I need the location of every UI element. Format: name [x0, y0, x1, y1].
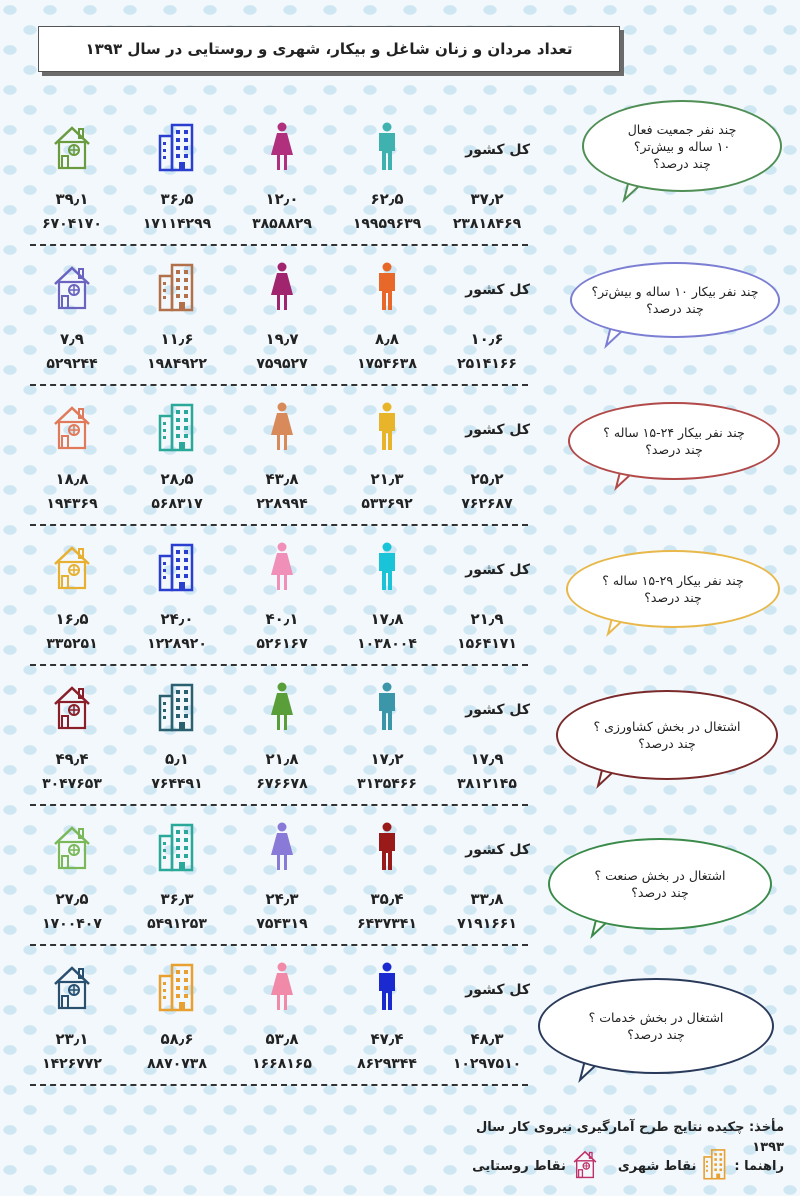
cell-total — [445, 682, 529, 804]
cell-total — [445, 962, 529, 1084]
women-count: ۳۸۵۸۸۲۹ — [252, 216, 312, 232]
urban-percent: ۵٫۱ — [165, 750, 189, 768]
rural-count: ۳۳۵۲۵۱ — [46, 636, 98, 652]
building-icon — [157, 542, 197, 592]
total-percent: ۱۷٫۹ — [470, 750, 504, 768]
men-count: ۱۰۳۸۰۰۴ — [357, 636, 417, 652]
women-percent: ۲۴٫۳ — [265, 890, 299, 908]
cell-men — [345, 262, 429, 384]
question-bubble-5 — [556, 690, 778, 780]
cell-women — [240, 262, 324, 384]
row-divider — [30, 804, 528, 806]
question-text: اشتغال در بخش خدمات ؟ چند درصد؟ — [588, 1010, 724, 1042]
urban-percent: ۲۴٫۰ — [160, 610, 194, 628]
men-percent: ۱۷٫۲ — [370, 750, 404, 768]
row-label: کل کشور — [465, 842, 530, 858]
question-bubble-6 — [548, 838, 772, 930]
house-icon — [52, 262, 92, 312]
cell-women — [240, 122, 324, 244]
men-percent: ۳۵٫۴ — [370, 890, 404, 908]
rural-percent: ۱۸٫۸ — [55, 470, 89, 488]
men-percent: ۶۲٫۵ — [370, 190, 404, 208]
row-label: کل کشور — [465, 562, 530, 578]
urban-percent: ۱۱٫۶ — [160, 330, 194, 348]
men-count: ۱۹۹۵۹۶۳۹ — [352, 216, 422, 232]
total-count: ۲۵۱۴۱۶۶ — [457, 356, 517, 372]
rural-percent: ۴۹٫۴ — [55, 750, 89, 768]
cell-urban — [135, 402, 219, 524]
row-label: کل کشور — [465, 982, 530, 998]
row-4 — [30, 542, 530, 672]
women-count: ۵۲۶۱۶۷ — [256, 636, 308, 652]
row-7 — [30, 962, 530, 1092]
cell-women — [240, 542, 324, 664]
man-icon — [367, 402, 407, 452]
rural-count: ۶۷۰۴۱۷۰ — [42, 216, 102, 232]
cell-rural — [30, 822, 114, 944]
rural-percent: ۲۷٫۵ — [55, 890, 89, 908]
cell-women — [240, 822, 324, 944]
legend-rural-icon — [572, 1148, 598, 1184]
house-icon — [52, 542, 92, 592]
question-text: اشتغال در بخش کشاورزی ؟ چند درصد؟ — [593, 719, 741, 751]
question-bubble-3 — [568, 402, 780, 480]
cell-men — [345, 122, 429, 244]
total-percent: ۱۰٫۶ — [470, 330, 504, 348]
urban-percent: ۵۸٫۶ — [160, 1030, 194, 1048]
house-icon — [52, 402, 92, 452]
cell-urban — [135, 122, 219, 244]
cell-rural — [30, 122, 114, 244]
urban-percent: ۳۶٫۵ — [160, 190, 194, 208]
women-percent: ۵۳٫۸ — [265, 1030, 299, 1048]
cell-rural — [30, 962, 114, 1084]
urban-count: ۱۷۱۱۴۲۹۹ — [142, 216, 212, 232]
total-count: ۲۳۸۱۸۴۶۹ — [452, 216, 522, 232]
cell-rural — [30, 262, 114, 384]
rural-percent: ۳۹٫۱ — [55, 190, 89, 208]
question-text: چند نفر بیکار ۲۹-۱۵ ساله ؟ چند درصد؟ — [602, 573, 744, 605]
row-1 — [30, 122, 530, 252]
women-percent: ۴۳٫۸ — [265, 470, 299, 488]
men-count: ۸۶۲۹۳۴۴ — [357, 1056, 417, 1072]
cell-total — [445, 542, 529, 664]
cell-rural — [30, 402, 114, 524]
urban-count: ۸۸۷۰۷۳۸ — [147, 1056, 207, 1072]
legend-urban-icon — [702, 1148, 728, 1184]
legend-rural-label: نقاط روستایی — [472, 1158, 566, 1174]
total-count: ۱۵۶۴۱۷۱ — [457, 636, 517, 652]
rural-percent: ۲۳٫۱ — [55, 1030, 89, 1048]
house-icon — [52, 122, 92, 172]
cell-urban — [135, 962, 219, 1084]
cell-men — [345, 682, 429, 804]
cell-men — [345, 822, 429, 944]
men-count: ۶۴۳۷۳۴۱ — [357, 916, 417, 932]
question-text: چند نفر جمعیت فعال ۱۰ ساله و بیش‌تر؟ چند درصد؟ — [627, 121, 737, 171]
building-icon — [157, 262, 197, 312]
total-count: ۱۰۲۹۷۵۱۰ — [452, 1056, 522, 1072]
row-divider — [30, 664, 528, 666]
rural-count: ۱۹۴۳۶۹ — [46, 496, 98, 512]
man-icon — [367, 542, 407, 592]
row-label: کل کشور — [465, 282, 530, 298]
source-note: مأخذ: چکیده نتایج طرح آمارگیری نیروی کار سال ۱۳۹۳ — [475, 1120, 784, 1155]
row-divider — [30, 384, 528, 386]
rural-count: ۱۷۰۰۴۰۷ — [42, 916, 102, 932]
women-count: ۲۲۸۹۹۴ — [256, 496, 308, 512]
question-bubble-4 — [566, 550, 780, 628]
cell-urban — [135, 682, 219, 804]
cell-women — [240, 402, 324, 524]
row-3 — [30, 402, 530, 532]
cell-total — [445, 122, 529, 244]
total-count: ۷۶۲۶۸۷ — [461, 496, 513, 512]
page-title: تعداد مردان و زنان شاغل و بیکار، شهری و روستایی در سال ۱۳۹۳ — [38, 26, 620, 72]
question-text: اشتغال در بخش صنعت ؟ چند درصد؟ — [594, 868, 726, 900]
building-icon — [157, 962, 197, 1012]
women-count: ۷۵۹۵۲۷ — [256, 356, 308, 372]
cell-total — [445, 402, 529, 524]
woman-icon — [262, 682, 302, 732]
row-6 — [30, 822, 530, 952]
cell-women — [240, 682, 324, 804]
men-percent: ۲۱٫۳ — [370, 470, 404, 488]
man-icon — [367, 682, 407, 732]
row-divider — [30, 944, 528, 946]
house-icon — [52, 962, 92, 1012]
woman-icon — [262, 402, 302, 452]
legend-urban-label: نقاط شهری — [617, 1158, 697, 1174]
man-icon — [367, 822, 407, 872]
cell-men — [345, 542, 429, 664]
row-5 — [30, 682, 530, 812]
cell-women — [240, 962, 324, 1084]
women-count: ۶۷۶۶۷۸ — [256, 776, 308, 792]
row-divider — [30, 524, 528, 526]
urban-count: ۵۴۹۱۲۵۳ — [147, 916, 207, 932]
woman-icon — [262, 122, 302, 172]
man-icon — [367, 962, 407, 1012]
row-divider — [30, 244, 528, 246]
men-percent: ۴۷٫۴ — [370, 1030, 404, 1048]
house-icon — [52, 682, 92, 732]
rural-percent: ۷٫۹ — [60, 330, 84, 348]
building-icon — [157, 402, 197, 452]
question-text: چند نفر بیکار ۱۰ ساله و بیش‌تر؟ چند درصد؟ — [591, 284, 759, 316]
rural-count: ۱۴۲۶۷۷۲ — [42, 1056, 102, 1072]
total-percent: ۲۱٫۹ — [470, 610, 504, 628]
urban-count: ۵۶۸۳۱۷ — [151, 496, 203, 512]
question-bubble-2 — [570, 262, 780, 338]
cell-total — [445, 822, 529, 944]
rural-count: ۳۰۴۷۶۵۳ — [42, 776, 102, 792]
legend — [472, 1148, 784, 1184]
cell-men — [345, 402, 429, 524]
woman-icon — [262, 542, 302, 592]
urban-percent: ۲۸٫۵ — [160, 470, 194, 488]
building-icon — [157, 822, 197, 872]
woman-icon — [262, 962, 302, 1012]
women-count: ۱۶۶۸۱۶۵ — [252, 1056, 312, 1072]
total-percent: ۳۳٫۸ — [470, 890, 504, 908]
cell-urban — [135, 542, 219, 664]
legend-title: راهنما : — [734, 1158, 784, 1174]
row-label: کل کشور — [465, 422, 530, 438]
woman-icon — [262, 262, 302, 312]
row-label: کل کشور — [465, 142, 530, 158]
cell-urban — [135, 262, 219, 384]
row-divider — [30, 1084, 528, 1086]
row-label: کل کشور — [465, 702, 530, 718]
urban-percent: ۳۶٫۳ — [160, 890, 194, 908]
house-icon — [52, 822, 92, 872]
cell-total — [445, 262, 529, 384]
question-text: چند نفر بیکار ۲۴-۱۵ ساله ؟ چند درصد؟ — [603, 425, 745, 457]
question-bubble-7 — [538, 978, 774, 1074]
men-percent: ۱۷٫۸ — [370, 610, 404, 628]
women-count: ۷۵۴۳۱۹ — [256, 916, 308, 932]
total-percent: ۲۵٫۲ — [470, 470, 504, 488]
total-count: ۷۱۹۱۶۶۱ — [457, 916, 517, 932]
cell-rural — [30, 542, 114, 664]
men-percent: ۸٫۸ — [375, 330, 399, 348]
men-count: ۱۷۵۴۶۳۸ — [357, 356, 417, 372]
women-percent: ۲۱٫۸ — [265, 750, 299, 768]
man-icon — [367, 262, 407, 312]
question-bubble-1 — [582, 100, 782, 192]
men-count: ۳۱۳۵۴۶۶ — [357, 776, 417, 792]
men-count: ۵۳۳۶۹۲ — [361, 496, 413, 512]
urban-count: ۷۶۴۴۹۱ — [151, 776, 203, 792]
man-icon — [367, 122, 407, 172]
building-icon — [157, 682, 197, 732]
women-percent: ۴۰٫۱ — [265, 610, 299, 628]
total-count: ۳۸۱۲۱۴۵ — [457, 776, 517, 792]
total-percent: ۴۸٫۳ — [470, 1030, 504, 1048]
woman-icon — [262, 822, 302, 872]
urban-count: ۱۲۲۸۹۲۰ — [147, 636, 207, 652]
urban-count: ۱۹۸۴۹۲۲ — [147, 356, 207, 372]
rural-count: ۵۲۹۲۴۴ — [46, 356, 98, 372]
cell-urban — [135, 822, 219, 944]
cell-rural — [30, 682, 114, 804]
women-percent: ۱۹٫۷ — [265, 330, 299, 348]
rural-percent: ۱۶٫۵ — [55, 610, 89, 628]
women-percent: ۱۲٫۰ — [265, 190, 299, 208]
building-icon — [157, 122, 197, 172]
total-percent: ۳۷٫۲ — [470, 190, 504, 208]
cell-men — [345, 962, 429, 1084]
row-2 — [30, 262, 530, 392]
